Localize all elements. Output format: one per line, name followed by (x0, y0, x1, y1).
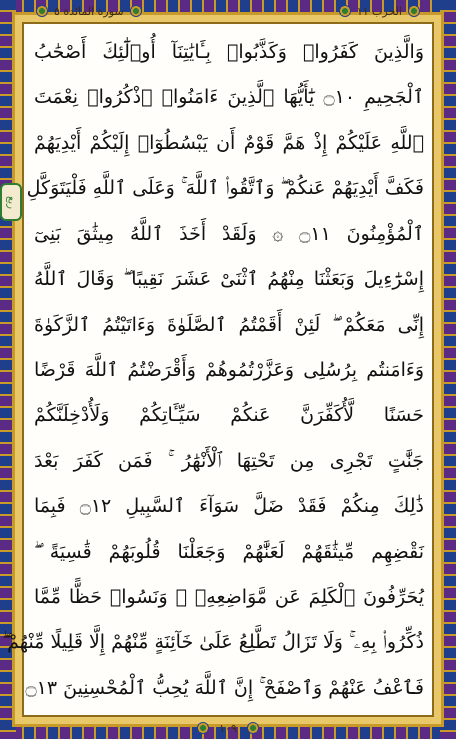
text-line-9: حَسَنًا لَّأُكَفِّرَنَّ عَنكُمْ سَيِّـَٔاتِكُمْ وَلَأُدْخِلَنَّكُمْ (34, 404, 424, 427)
text-line-10: جَنَّٰتٍ تَجْرِى مِن تَحْتِهَا ٱلْأَنْهَٰرُ ۚ فَمَن كَفَرَ بَعْدَ (34, 449, 424, 472)
text-line-3: ٱللَّهِ عَلَيْكُمْ إِذْ هَمَّ قَوْمٌ أَن يَبْسُطُوٓا۟ إِلَيْكُمْ أَيْدِيَهُمْ (34, 131, 424, 154)
page-header (22, 0, 434, 22)
text-line-13: يُحَرِّفُونَ ٱلْكَلِمَ عَن مَّوَاضِعِهِۦ ۙ وَنَسُوا۟ حَظًّا مِّمَّا (34, 586, 424, 609)
text-line-4: فَكَفَّ أَيْدِيَهُمْ عَنكُمْ ۖ وَٱتَّقُوا۟ ٱللَّهَ ۚ وَعَلَى ٱللَّهِ فَلْيَتَوَكَّلِ (26, 177, 424, 200)
text-line-15: فَٱعْفُ عَنْهُمْ وَٱصْفَحْ ۚ إِنَّ ٱللَّهَ يُحِبُّ ٱلْمُحْسِنِينَ ۝١٣ (25, 676, 424, 699)
rosette-icon (339, 5, 351, 17)
surah-header (36, 5, 142, 18)
verse-lines (2, 30, 424, 710)
juz-label: الحزب ١١ (356, 4, 402, 18)
rosette-icon (408, 5, 420, 17)
text-line-6: إِسْرَٰٓءِيلَ وَبَعَثْنَا مِنْهُمُ ٱثْنَىْ عَشَرَ نَقِيبًا ۖ وَقَالَ ٱللَّهُ (34, 268, 424, 291)
surah-label: سورة المائدة ٥ (54, 4, 124, 18)
text-line-5: ٱلْمُؤْمِنُونَ ۝١١ ۞ وَلَقَدْ أَخَذَ ٱللَّهُ مِيثَٰقَ بَنِىٓ (34, 222, 424, 245)
page-footer (22, 717, 434, 739)
page-number: ١٠٩ (219, 721, 237, 735)
rosette-icon (130, 5, 142, 17)
text-line-7: إِنِّى مَعَكُمْ ۖ لَئِنْ أَقَمْتُمُ ٱلصَّلَوٰةَ وَءَاتَيْتُمُ ٱلزَّكَوٰةَ (34, 313, 424, 336)
text-line-11: ذَٰلِكَ مِنكُمْ فَقَدْ ضَلَّ سَوَآءَ ٱلسَّبِيلِ ۝١٢ فَبِمَا (34, 495, 424, 518)
text-line-14: ذُكِّرُوا۟ بِهِۦ ۚ وَلَا تَزَالُ تَطَّلِعُ عَلَىٰ خَآئِنَةٍ مِّنْهُمْ إِلَّا قَلِيلًا مِّنْهُمْ ۖ (2, 631, 424, 654)
rosette-icon (197, 722, 209, 734)
text-line-8: وَءَامَنتُم بِرُسُلِى وَعَزَّرْتُمُوهُمْ وَأَقْرَضْتُمُ ٱللَّهَ قَرْضًا (34, 358, 424, 381)
juz-header (339, 5, 420, 18)
text-page (2, 22, 434, 717)
text-line-1: وَالَّذِينَ كَفَرُوا۟ وَكَذَّبُوا۟ بِـَٔايَٰتِنَآ أُو۟لَٰٓئِكَ أَصْحَٰبُ (34, 41, 424, 63)
rosette-icon (247, 722, 259, 734)
hizb-quarter-marker: ربع (0, 183, 22, 221)
rosette-icon (36, 5, 48, 17)
text-line-2: ٱلْجَحِيمِ ۝١٠ يَٰٓأَيُّهَا ٱلَّذِينَ ءَامَنُوا۟ ٱذْكُرُوا۟ نِعْمَتَ (34, 86, 424, 109)
text-line-12: نَقْضِهِم مِّيثَٰقَهُمْ لَعَنَّٰهُمْ وَجَعَلْنَا قُلُوبَهُمْ قَٰسِيَةً ۖ (34, 540, 424, 563)
